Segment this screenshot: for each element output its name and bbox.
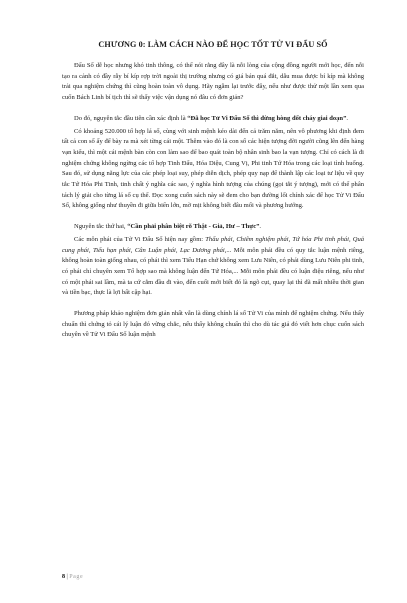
school-list: Thẩu phái, Chiêm nghiệm phái, Tứ hóa Phi tinh phái, Quả cung phái, Tiểu hạn phái, Cân Luận phái, Lạc Dương phái, (62, 235, 364, 254)
page-label: Page (69, 574, 84, 580)
paragraph-5-intro: Các môn phái của Tử Vi Đẩu Số hiện nay gồm: (74, 235, 206, 243)
footer-separator: | (65, 574, 70, 580)
paragraph-6: Phương pháp khảo nghiệm đơn giản nhất vẫn là dùng chính lá số Tử Vi của mình để nghiệm chứng. Nếu thấy chuẩn thì chứng tỏ cái lý luận đó vững chắc, nếu thấy không chuẩn thì cho dù tác giả đó viết hơn chục cuốn sách chuyên về Tử Vi Đẩu Số luận mệnh (62, 310, 364, 339)
page-number: 8 (62, 574, 65, 580)
principle-two-quote: “Cần phải phân biệt rõ Thật - Giả, Hư – Thực” (127, 223, 260, 231)
paragraph-5 (62, 235, 364, 299)
paragraph-2-text: Do đó, nguyên tắc đầu tiên cần xác định là (74, 114, 188, 122)
page-footer (62, 574, 83, 580)
paragraph-2-end: . (346, 114, 348, 122)
paragraph-5-rest: ... Mỗi môn phái đều có quy tắc luận mệnh riêng, không hoàn toàn giống nhau, có phái thì xem Tiểu Hạn chứ không xem Lưu Niên, có phái dùng Lưu Niên phi tinh, có phái chỉ chuyên xem Tổ hợp sao mà không luận đến Tứ Hóa,... Mỗi môn phái đều có luận điệu riêng, nếu như có một phái sai lầm, mà ta cứ cắm đầu đi vào, đến cuối mới biết đó là ngõ cụt, quay lại thì đã mất nhiều thời gian và tiền bạc, thực là lợi bất cập hại. (62, 246, 364, 297)
document-body (62, 40, 364, 351)
paragraph-1: Đẩu Số dễ học nhưng khó tinh thông, có thể nói rằng đây là nỗi lòng của cộng đồng người mới học, đến nỗi tạo ra cảnh có đầy rẫy bí kíp rợp trời ngoài thị trường nhưng có giá bán quá đắt, dẫu mua được bí kíp mà không trải qua nghiệm chứng thì cũng hoàn toàn vô dụng. Hãy ngẫm lại trước đây, nếu như được thử một lần xem qua cuốn Bách Linh bí tịch thì sẽ thấy việc vận dụng nó đâu có đơn giản? (62, 62, 364, 102)
paragraph-4 (62, 222, 364, 233)
paragraph-4-text: Nguyên tắc thứ hai, (74, 223, 128, 231)
principle-one-quote: “Đã học Tử Vi Đẩu Số thì đừng hòng đốt cháy giai đoạn” (187, 114, 347, 122)
paragraph-4-end: . (259, 223, 262, 231)
paragraph-3: Có khoảng 520.000 tổ hợp lá số, cùng với sinh mệnh kéo dài đến cả trăm năm, nên vô phương khi định đem tất cả con số ấy để bày ra mà xét từng cái một. Thêm vào đó là con số các hiện tượng đời người cũng lên đến hàng vạn kiểu, thì một cái mệnh bàn còn con làm sao để bao quát toàn bộ nhân sinh bao la vạn tượng. Chỉ có cách là đi nghiệm chứng không ngừng các tổ hợp Tinh Đẩu, Hóa Diệu, Cung Vị, Phi tinh Tứ Hóa trong các loại tình huống. Sau đó, sử dụng năng lực của các phép loại suy, phép diễn dịch, phép quy nạp để thành lập các loại tư liệu về quy tắc Tứ Hóa Phi Tinh, tinh chất ý nghĩa các sao, ý nghĩa hình tượng của chúng (gọi tắt ý tượng), mới có thể phân tách lý giải cho từng lá số cụ thể. Đọc xong cuốn sách này sẽ đem cho bạn đường lối chính xác để học Tử Vi Đẩu Số, không giống như thuyền đi giữa biển lớn, mờ mịt không biết đâu mối và phương hướng. (62, 127, 364, 210)
chapter-title: CHƯƠNG 0: LÀM CÁCH NÀO ĐỂ HỌC TỐT TỬ VI ĐẨU SỐ (98, 40, 328, 49)
paragraph-2 (62, 114, 364, 125)
